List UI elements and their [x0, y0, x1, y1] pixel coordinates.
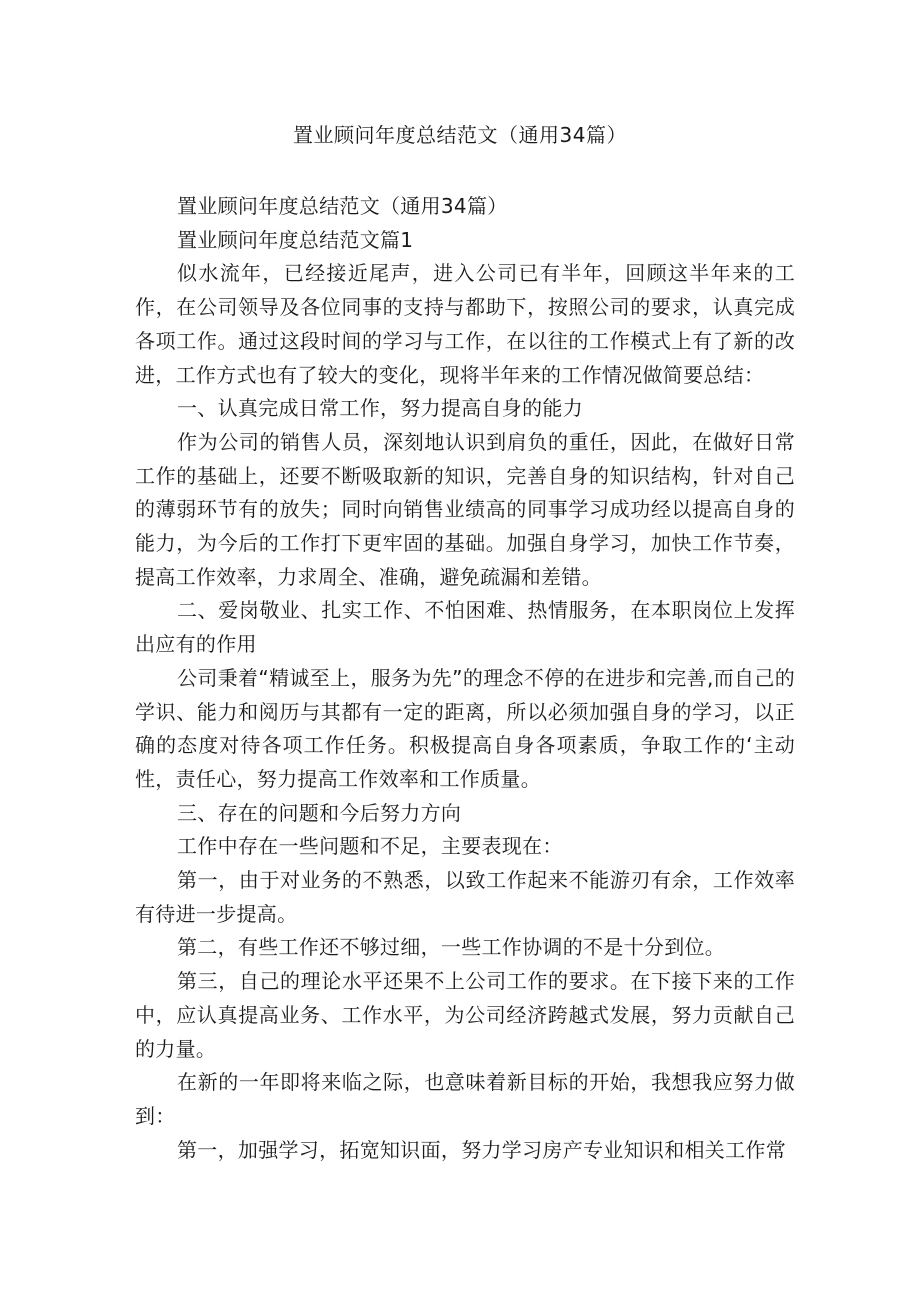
- body-paragraph: 作为公司的销售人员，深刻地认识到肩负的重任，因此，在做好日常工作的基础上，还要不断吸取新的知识，完善自身的知识结构，针对自己的薄弱环节有的放失；同时向销售业绩高的同事学习成功经以提高自身的能力，为今后的工作打下更牢固的基础。加强自身学习，加快工作节奏，提高工作效率，力求周全、准确，避免疏漏和差错。: [135, 429, 795, 589]
- body-paragraph: 工作中存在一些问题和不足，主要表现在：: [177, 834, 563, 859]
- heading-paragraph: 二、爱岗敬业、扎实工作、不怕困难、热情服务，在本职岗位上发挥出应有的作用: [135, 598, 795, 657]
- body-paragraph: 第二，有些工作还不够过细，一些工作协调的不是十分到位。: [177, 935, 726, 960]
- body-paragraph: 第一，加强学习，拓宽知识面，努力学习房产专业知识和相关工作常: [177, 1137, 786, 1162]
- body-paragraph: 似水流年，已经接近尾声，进入公司已有半年，回顾这半年来的工作，在公司领导及各位同事的支持与都助下，按照公司的要求，认真完成各项工作。通过这段时间的学习与工作，在以往的工作模式上有了新的改进，工作方式也有了较大的变化，现将半年来的工作情况做简要总结：: [135, 261, 795, 387]
- body-paragraph: 在新的一年即将来临之际，也意味着新目标的开始，我想我应努力做到：: [135, 1070, 795, 1128]
- heading-paragraph: 一、认真完成日常工作，努力提高自身的能力: [177, 396, 583, 421]
- document-body: [135, 190, 795, 1167]
- body-paragraph: 公司秉着“精诚至上，服务为先”的理念不停的在进步和完善,而自己的学识、能力和阅历与其都有一定的距离，所以必须加强自身的学习，以正确的态度对待各项工作任务。积极提高自身各项素质，争取工作的‘主动性，责任心，努力提高工作效率和工作质量。: [135, 665, 795, 791]
- heading-paragraph: 三、存在的问题和今后努力方向: [177, 800, 462, 825]
- body-paragraph: 第三，自己的理论水平还果不上公司工作的要求。在下接下来的工作中，应认真提高业务、工作水平，为公司经济跨越式发展，努力贡献自己的力量。: [135, 969, 795, 1061]
- body-paragraph: 第一，由于对业务的不熟悉，以致工作起来不能游刃有余，工作效率有待进一步提高。: [135, 868, 795, 926]
- subtitle-paragraph: 置业顾问年度总结范文（通用34篇）: [177, 194, 508, 218]
- section-heading-1: 置业顾问年度总结范文篇1: [177, 227, 414, 252]
- document-title: 置业顾问年度总结范文（通用34篇）: [293, 123, 627, 147]
